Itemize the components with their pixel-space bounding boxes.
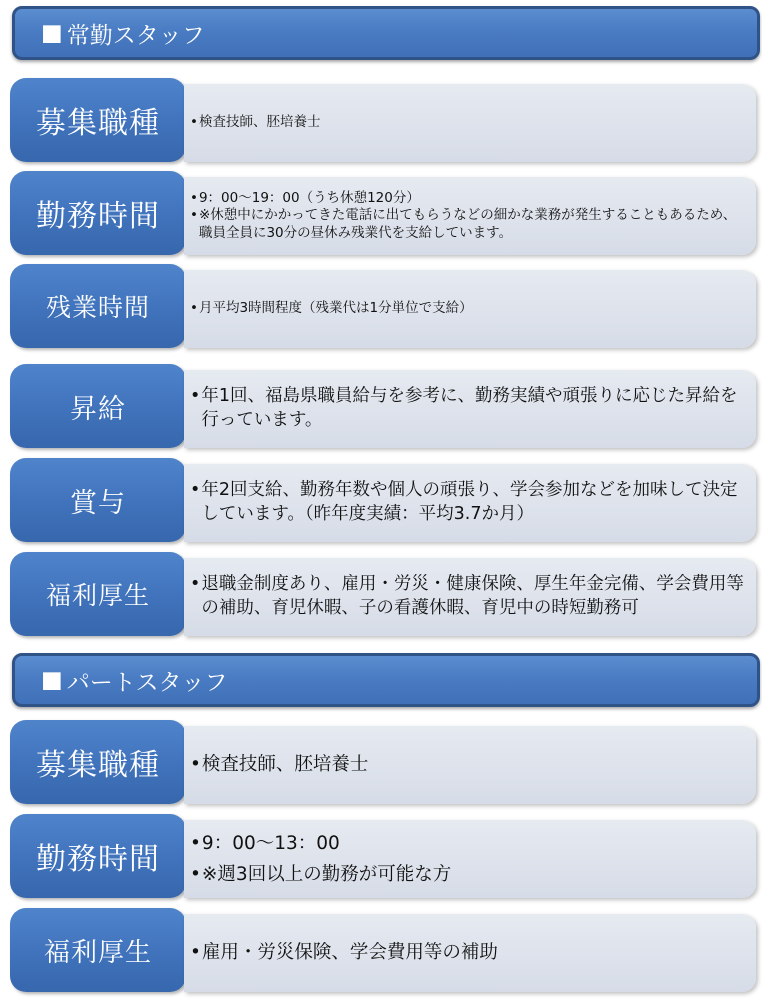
row-label: 募集職種: [10, 720, 186, 804]
row-content: • 検査技師、胚培養士: [184, 84, 756, 162]
row-label: 福利厚生: [10, 908, 186, 992]
row-label: 勤務時間: [10, 814, 186, 898]
row-content: • 9：00～19：00（うち休憩120分） • ※休憩中にかかってきた電話に出てもらうなどの細かな業務が発生することもあるため、職員全員に30分の昼休み残業代を支給しています。: [184, 177, 756, 255]
row-content: • 雇用・労災保険、学会費用等の補助: [184, 914, 756, 992]
row-content: • 検査技師、胚培養士: [184, 726, 756, 804]
row-content: • 年1回、福島県職員給与を参考に、勤務実績や頑張りに応じた昇給を行っています。: [184, 370, 756, 448]
fulltime-row-working-hours: [10, 171, 756, 255]
row-label: 募集職種: [10, 78, 186, 162]
parttime-section-header: [12, 653, 760, 707]
row-content: • 年2回支給、勤務年数や個人の頑張り、学会参加などを加味して決定しています。（昨年度実績：平均3.7か月）: [184, 464, 756, 542]
parttime-row-job-type: [10, 720, 756, 804]
row-content: • 月平均3時間程度（残業代は1分単位で支給）: [184, 270, 756, 348]
parttime-row-benefits: [10, 908, 756, 992]
row-label: 賞与: [10, 458, 186, 542]
fulltime-row-benefits: [10, 552, 756, 636]
row-label: 残業時間: [10, 264, 186, 348]
fulltime-section-header: [12, 6, 760, 60]
row-content: • 退職金制度あり、雇用・労災・健康保険、厚生年金完備、学会費用等の補助、育児休暇、子の看護休暇、育児中の時短勤務可: [184, 558, 756, 636]
fulltime-row-job-type: [10, 78, 756, 162]
parttime-header-title: パートスタッフ: [66, 669, 228, 696]
fulltime-row-overtime: [10, 264, 756, 348]
fulltime-row-bonus: [10, 458, 756, 542]
row-label: 福利厚生: [10, 552, 186, 636]
square-bullet-icon: ■: [41, 667, 63, 693]
row-label: 勤務時間: [10, 171, 186, 255]
fulltime-row-raise: [10, 364, 756, 448]
row-label: 昇給: [10, 364, 186, 448]
row-content: • 9：00～13：00 • ※週3回以上の勤務が可能な方: [184, 820, 756, 898]
square-bullet-icon: ■: [41, 20, 63, 46]
fulltime-header-title: 常勤スタッフ: [66, 22, 205, 49]
parttime-row-working-hours: [10, 814, 756, 898]
